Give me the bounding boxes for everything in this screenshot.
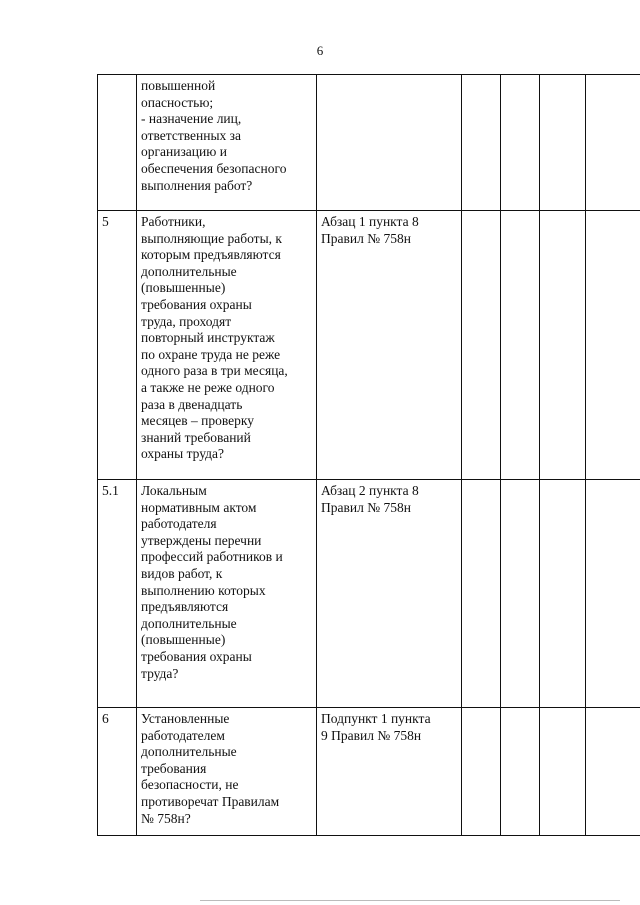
question-text: Работники, выполняющие работы, к которым предъявляются дополнительные (повышенные) требования охраны труда, проходят повторный инструктаж по охране труда не реже одного раза в три месяца, а также не реже одного раза в двенадцать месяцев – проверку знаний требований охраны труда? (141, 214, 288, 462)
question-text: повышенной опасностью; - назначение лиц, ответственных за организацию и обеспечения безопасного выполнения работ? (141, 78, 287, 193)
scan-edge-line (200, 900, 620, 901)
comment-cell (586, 75, 640, 211)
question-cell (137, 75, 317, 211)
question-cell (137, 708, 317, 836)
answer-na-cell (540, 480, 586, 708)
row-number: 5.1 (98, 480, 137, 708)
page-number: 6 (316, 43, 324, 58)
reference-text: Абзац 2 пункта 8 Правил № 758н (321, 483, 419, 515)
answer-yes-cell (462, 480, 501, 708)
answer-no-cell (501, 480, 540, 708)
row-number (98, 75, 137, 211)
question-text: Установленные работодателем дополнительные требования безопасности, не противоречат Правилам № 758н? (141, 711, 280, 826)
answer-no-cell (501, 708, 540, 836)
table-row (98, 75, 640, 211)
table-row (98, 211, 640, 480)
answer-yes-cell (462, 75, 501, 211)
row-number: 5 (98, 211, 137, 480)
table-row (98, 480, 640, 708)
answer-no-cell (501, 211, 540, 480)
answer-na-cell (540, 211, 586, 480)
checklist-table (97, 74, 640, 836)
reference-cell (317, 708, 462, 836)
reference-text: Абзац 1 пункта 8 Правил № 758н (321, 214, 419, 246)
row-number: 6 (98, 708, 137, 836)
comment-cell (586, 708, 640, 836)
reference-text: Подпункт 1 пункта 9 Правил № 758н (321, 711, 431, 743)
table-row (98, 708, 640, 836)
answer-na-cell (540, 708, 586, 836)
question-cell (137, 211, 317, 480)
reference-cell (317, 480, 462, 708)
answer-na-cell (540, 75, 586, 211)
answer-no-cell (501, 75, 540, 211)
answer-yes-cell (462, 708, 501, 836)
question-cell (137, 480, 317, 708)
reference-cell (317, 75, 462, 211)
reference-cell (317, 211, 462, 480)
comment-cell (586, 211, 640, 480)
comment-cell (586, 480, 640, 708)
answer-yes-cell (462, 211, 501, 480)
question-text: Локальным нормативным актом работодателя утверждены перечни профессий работников и видов работ, к выполнению которых предъявляются дополнительные (повышенные) требования охраны труда? (141, 483, 283, 681)
